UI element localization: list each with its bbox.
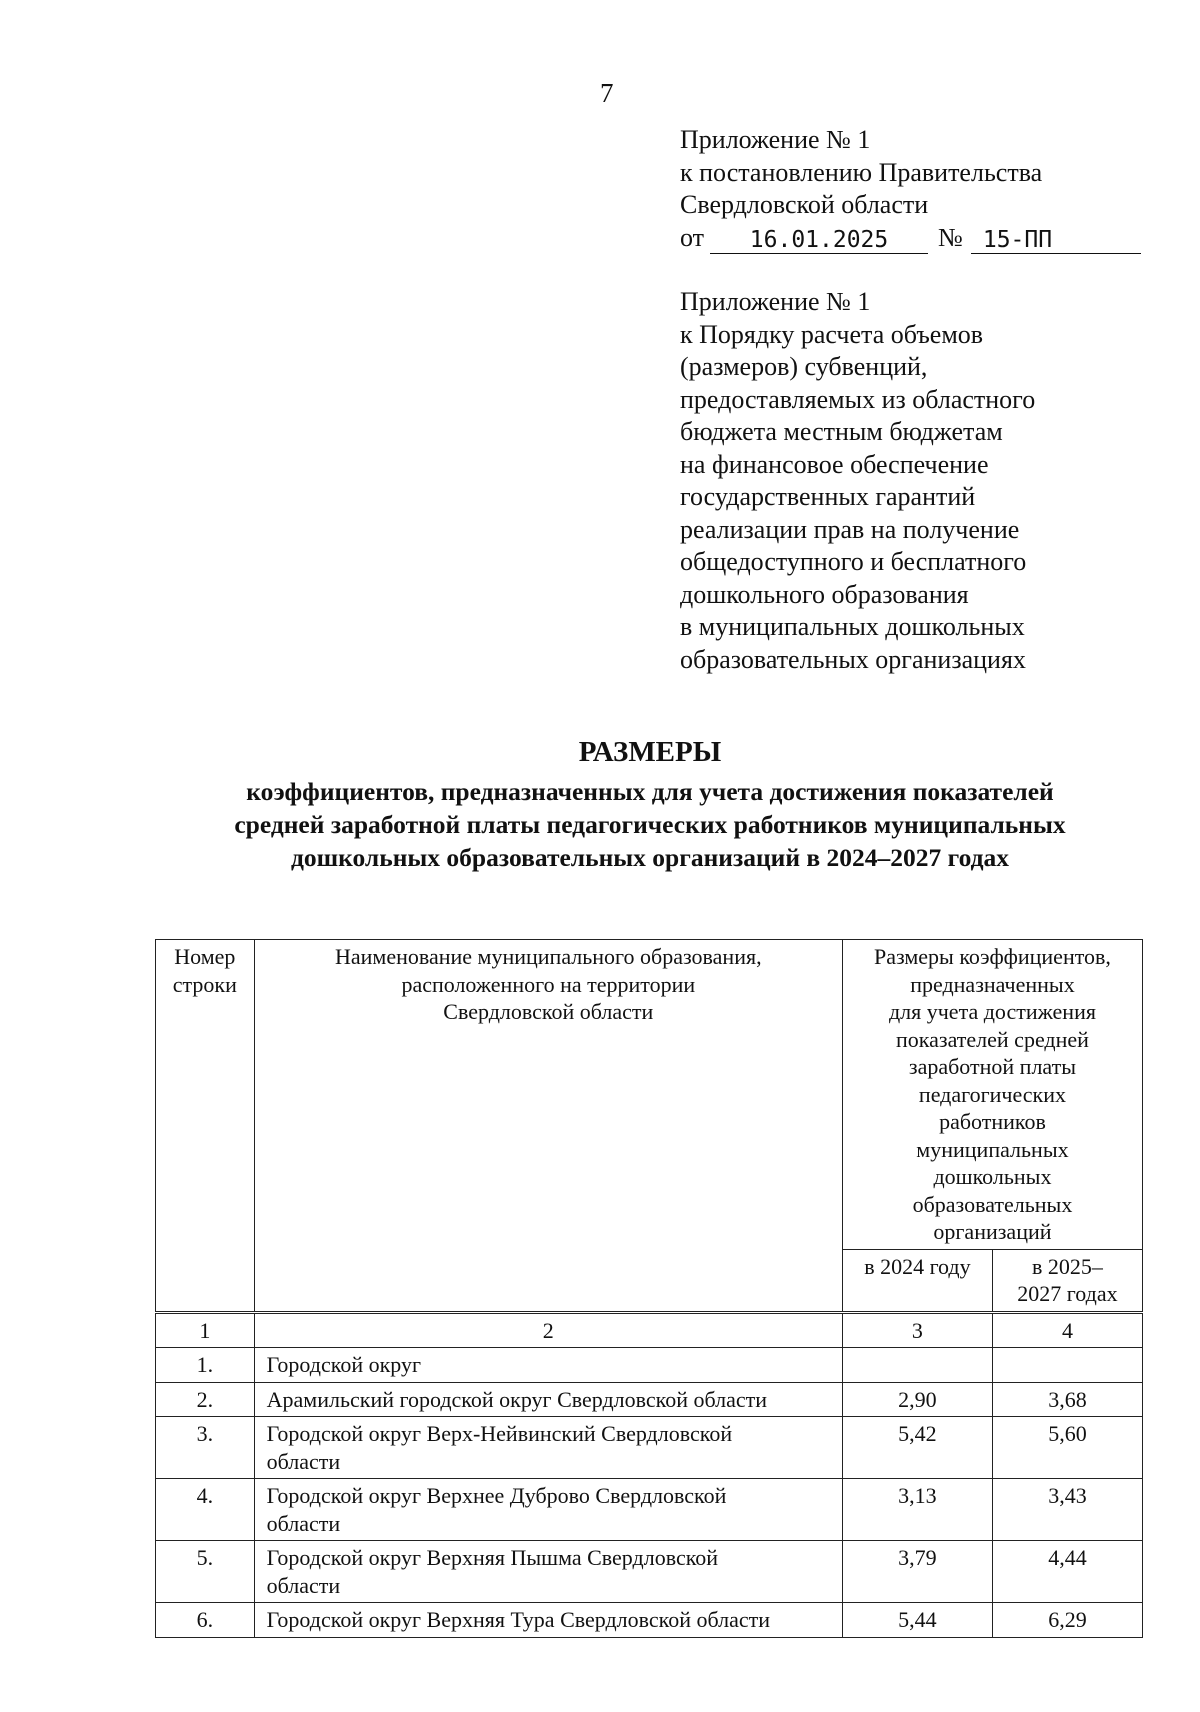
header-text-line: показателей средней bbox=[896, 1026, 1089, 1052]
municipality-name bbox=[254, 1348, 842, 1383]
title-subtitle-line: коэффициентов, предназначенных для учета достижения показателей bbox=[246, 777, 1054, 806]
appendix-line: (размеров) субвенций, bbox=[680, 352, 928, 381]
header-text-line: для учета достижения bbox=[888, 999, 1096, 1024]
appendix-order bbox=[680, 286, 1150, 676]
header-text-line: заработной платы bbox=[908, 1054, 1077, 1079]
table-row bbox=[156, 1348, 1143, 1383]
title-subtitle-line: дошкольных образовательных организаций в 2024–2027 годах bbox=[290, 843, 1010, 872]
municipality-name bbox=[254, 1417, 842, 1479]
appendix-line: бюджета местным бюджетам bbox=[680, 417, 1003, 446]
date-prefix: от bbox=[680, 222, 705, 252]
column-number: 2 bbox=[254, 1312, 842, 1348]
header-years-2025-2027 bbox=[992, 1249, 1142, 1312]
row-number: 6. bbox=[156, 1603, 255, 1638]
appendix-line: к постановлению Правительства bbox=[680, 157, 1043, 187]
appendix-line: Приложение № 1 bbox=[680, 287, 871, 316]
document-title bbox=[150, 735, 1150, 874]
row-number: 4. bbox=[156, 1479, 255, 1541]
appendix-line: дошкольного образования bbox=[680, 579, 969, 609]
header-text-line: работников bbox=[939, 1109, 1046, 1134]
coefficient-2025-2027: 3,43 bbox=[992, 1479, 1142, 1541]
header-text-line: дошкольных bbox=[933, 1164, 1052, 1189]
coefficient-2024: 5,42 bbox=[842, 1417, 992, 1479]
decree-number: 15-ПП bbox=[971, 227, 1141, 254]
coefficient-2024: 3,13 bbox=[842, 1479, 992, 1541]
row-number: 2. bbox=[156, 1382, 255, 1417]
title-main: РАЗМЕРЫ bbox=[578, 736, 722, 768]
coefficient-2025-2027: 4,44 bbox=[992, 1541, 1142, 1603]
coefficients-table bbox=[155, 939, 1143, 1638]
header-text-line: Размеры коэффициентов, bbox=[873, 944, 1111, 969]
appendix-line: реализации прав на получение bbox=[680, 514, 1020, 544]
appendix-line: на финансовое обеспечение bbox=[680, 449, 989, 479]
header-text-line: образовательных bbox=[912, 1191, 1073, 1217]
row-number: 5. bbox=[156, 1541, 255, 1603]
name-line: области bbox=[266, 1448, 341, 1474]
header-coefficients-group bbox=[842, 940, 1142, 1250]
header-text-line: организаций bbox=[933, 1219, 1052, 1244]
coefficient-2024: 2,90 bbox=[842, 1382, 992, 1417]
appendix-line: образовательных организациях bbox=[680, 644, 1026, 674]
appendix-line: в муниципальных дошкольных bbox=[680, 612, 1025, 641]
coefficient-2024: 3,79 bbox=[842, 1541, 992, 1603]
table-row bbox=[156, 1541, 1143, 1603]
decree-date: 16.01.2025 bbox=[710, 227, 928, 254]
header-row-number bbox=[156, 940, 255, 1313]
name-line: Городской округ Верх-Нейвинский Свердловской bbox=[266, 1421, 733, 1446]
header-text-line: муниципальных bbox=[916, 1136, 1069, 1162]
appendix-resolution bbox=[680, 124, 1150, 254]
row-number: 3. bbox=[156, 1417, 255, 1479]
name-line: Арамильский городской округ Свердловской области bbox=[266, 1386, 768, 1412]
name-line: Городской округ Верхнее Дуброво Свердловской bbox=[266, 1483, 727, 1508]
table-header-row bbox=[156, 940, 1143, 1250]
row-number: 1. bbox=[156, 1348, 255, 1383]
header-text-line: предназначенных bbox=[910, 971, 1075, 997]
appendix-line: предоставляемых из областного bbox=[680, 384, 1036, 414]
header-text-line: расположенного на территории bbox=[401, 971, 696, 997]
name-line: Городской округ Верхняя Тура Свердловской области bbox=[266, 1607, 771, 1632]
header-text-line: строки bbox=[172, 971, 237, 997]
header-municipality-name bbox=[254, 940, 842, 1313]
appendix-line: Свердловской области bbox=[680, 190, 929, 219]
municipality-name bbox=[254, 1541, 842, 1603]
number-sign: № bbox=[938, 222, 963, 252]
coefficient-2025-2027 bbox=[992, 1348, 1142, 1383]
column-numbers-row bbox=[156, 1312, 1143, 1348]
decree-date-number-line bbox=[680, 222, 1150, 255]
name-line: Городской округ bbox=[266, 1352, 422, 1377]
table-row bbox=[156, 1417, 1143, 1479]
page-number: 7 bbox=[600, 78, 614, 108]
appendix-line: к Порядку расчета объемов bbox=[680, 319, 984, 349]
table-row bbox=[156, 1479, 1143, 1541]
header-text-line: Свердловской области bbox=[443, 999, 654, 1024]
appendix-line: Приложение № 1 bbox=[680, 125, 871, 154]
municipality-name bbox=[254, 1382, 842, 1417]
column-number: 4 bbox=[992, 1312, 1142, 1348]
coefficient-2025-2027: 5,60 bbox=[992, 1417, 1142, 1479]
header-text-line: в 2025– bbox=[1032, 1253, 1103, 1279]
coefficient-2025-2027: 6,29 bbox=[992, 1603, 1142, 1638]
coefficient-2024 bbox=[842, 1348, 992, 1383]
coefficient-2025-2027: 3,68 bbox=[992, 1382, 1142, 1417]
appendix-line: общедоступного и бесплатного bbox=[680, 547, 1027, 576]
header-text-line: Наименование муниципального образования, bbox=[334, 944, 762, 969]
table-row bbox=[156, 1382, 1143, 1417]
name-line: области bbox=[266, 1510, 341, 1536]
table-row bbox=[156, 1603, 1143, 1638]
title-subtitle-line: средней заработной платы педагогических работников муниципальных bbox=[234, 810, 1066, 839]
name-line: области bbox=[266, 1572, 341, 1598]
appendix-line: государственных гарантий bbox=[680, 482, 976, 511]
municipality-name bbox=[254, 1479, 842, 1541]
column-number: 3 bbox=[842, 1312, 992, 1348]
name-line: Городской округ Верхняя Пышма Свердловской bbox=[266, 1545, 719, 1570]
header-text-line: Номер bbox=[174, 944, 236, 969]
column-number: 1 bbox=[156, 1312, 255, 1348]
coefficient-2024: 5,44 bbox=[842, 1603, 992, 1638]
header-text-line: 2027 годах bbox=[1017, 1281, 1118, 1306]
header-text-line: педагогических bbox=[918, 1081, 1067, 1107]
municipality-name bbox=[254, 1603, 842, 1638]
header-year-2024: в 2024 году bbox=[842, 1249, 992, 1312]
